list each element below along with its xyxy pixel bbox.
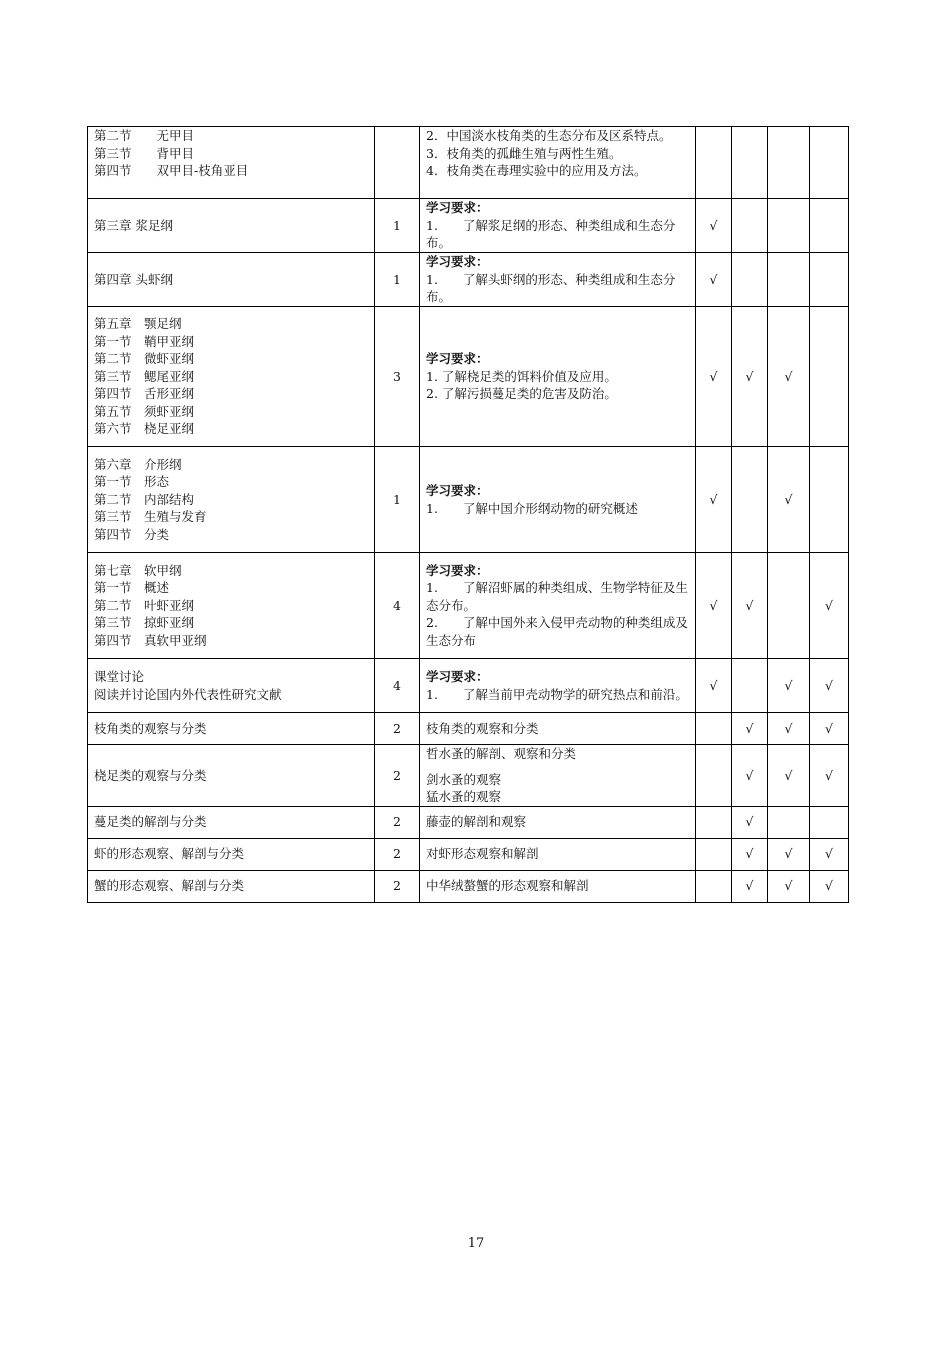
check-mark-cell: √ bbox=[810, 659, 849, 713]
check-mark-cell: √ bbox=[696, 307, 732, 447]
requirements-cell bbox=[420, 553, 696, 659]
requirements-heading: 学习要求： bbox=[426, 669, 489, 684]
requirement-line: 剑水蚤的观察 bbox=[426, 771, 502, 787]
requirements-cell bbox=[420, 447, 696, 553]
table-row bbox=[88, 870, 849, 902]
topic-line: 虾的形态观察、解剖与分类 bbox=[94, 846, 245, 862]
check-mark-cell: √ bbox=[768, 838, 810, 870]
topic-line: 蟹的形态观察、解剖与分类 bbox=[94, 878, 245, 894]
check-mark-cell: √ bbox=[696, 659, 732, 713]
table-row bbox=[88, 447, 849, 553]
requirement-line: 2. 了解污损蔓足类的危害及防治。 bbox=[426, 386, 617, 402]
table-row bbox=[88, 253, 849, 307]
check-mark-cell: √ bbox=[810, 870, 849, 902]
topic-line: 第七章 软甲纲 bbox=[94, 562, 182, 578]
check-mark-cell bbox=[696, 745, 732, 807]
hours-cell: 2 bbox=[375, 745, 420, 807]
topic-line: 第一节 鞘甲亚纲 bbox=[94, 333, 195, 349]
topic-cell bbox=[88, 307, 375, 447]
topic-line: 第四章 头虾纲 bbox=[94, 271, 173, 287]
hours-cell: 1 bbox=[375, 447, 420, 553]
topic-line: 第四节 舌形亚纲 bbox=[94, 386, 195, 402]
check-mark-cell: √ bbox=[732, 745, 768, 807]
requirements-cell bbox=[420, 806, 696, 838]
topic-cell bbox=[88, 553, 375, 659]
hours-cell: 3 bbox=[375, 307, 420, 447]
topic-line: 第五章 颚足纲 bbox=[94, 316, 182, 332]
check-mark-cell bbox=[732, 659, 768, 713]
check-mark-cell bbox=[696, 870, 732, 902]
requirements-heading: 学习要求： bbox=[426, 254, 489, 270]
requirements-cell bbox=[420, 199, 696, 253]
check-mark-cell bbox=[768, 199, 810, 253]
check-mark-cell: √ bbox=[732, 553, 768, 659]
topic-cell bbox=[88, 806, 375, 838]
requirements-cell bbox=[420, 253, 696, 307]
check-mark-cell bbox=[768, 806, 810, 838]
syllabus-table bbox=[87, 126, 849, 903]
topic-line: 第三节 掠虾亚纲 bbox=[94, 615, 195, 631]
check-mark-cell bbox=[732, 127, 768, 199]
requirement-line: 1. 了解头虾纲的形态、种类组成和生态分布。 bbox=[426, 271, 676, 305]
topic-line: 第四节 分类 bbox=[94, 526, 170, 542]
requirements-heading: 学习要求： bbox=[426, 351, 489, 367]
topic-line: 第五节 须虾亚纲 bbox=[94, 403, 195, 419]
requirement-line: 藤壶的解剖和观察 bbox=[426, 814, 527, 830]
check-mark-cell: √ bbox=[768, 745, 810, 807]
topic-line: 课堂讨论 bbox=[94, 669, 145, 684]
topic-line: 第一节 形态 bbox=[94, 474, 170, 490]
check-mark-cell: √ bbox=[732, 870, 768, 902]
check-mark-cell: √ bbox=[768, 870, 810, 902]
topic-line: 第六章 介形纲 bbox=[94, 456, 182, 472]
check-mark-cell: √ bbox=[768, 307, 810, 447]
check-mark-cell bbox=[810, 127, 849, 199]
requirement-line: 1. 了解沼虾属的种类组成、生物学特征及生态分布。 bbox=[426, 580, 688, 613]
hours-cell: 1 bbox=[375, 199, 420, 253]
requirements-cell bbox=[420, 713, 696, 745]
table-row bbox=[88, 127, 849, 199]
check-mark-cell bbox=[768, 553, 810, 659]
requirement-line: 哲水蚤的解剖、观察和分类 bbox=[426, 746, 577, 761]
requirement-line: 1. 了解浆足纲的形态、种类组成和生态分布。 bbox=[426, 217, 676, 251]
check-mark-cell: √ bbox=[768, 447, 810, 553]
requirement-line: 中华绒螯蟹的形态观察和解剖 bbox=[426, 878, 589, 894]
topic-line: 第一节 概述 bbox=[94, 580, 170, 596]
topic-cell bbox=[88, 659, 375, 713]
topic-line: 第三节 生殖与发育 bbox=[94, 509, 207, 525]
check-mark-cell: √ bbox=[696, 199, 732, 253]
check-mark-cell bbox=[732, 253, 768, 307]
table-row bbox=[88, 838, 849, 870]
table-row bbox=[88, 659, 849, 713]
topic-line: 桡足类的观察与分类 bbox=[94, 767, 207, 783]
topic-line: 第二节 内部结构 bbox=[94, 491, 195, 507]
table-row bbox=[88, 713, 849, 745]
topic-cell bbox=[88, 745, 375, 807]
topic-cell bbox=[88, 127, 375, 199]
requirements-cell bbox=[420, 659, 696, 713]
requirement-line: 猛水蚤的观察 bbox=[426, 789, 502, 804]
table-row bbox=[88, 745, 849, 807]
hours-cell: 2 bbox=[375, 870, 420, 902]
topic-line: 第四节 双甲目-枝角亚目 bbox=[94, 163, 249, 178]
requirements-cell bbox=[420, 870, 696, 902]
requirements-cell bbox=[420, 127, 696, 199]
table-row bbox=[88, 806, 849, 838]
hours-cell: 2 bbox=[375, 713, 420, 745]
topic-line: 枝角类的观察与分类 bbox=[94, 720, 207, 736]
requirements-cell bbox=[420, 838, 696, 870]
topic-line: 第二节 叶虾亚纲 bbox=[94, 597, 195, 613]
page-number: 17 bbox=[467, 1236, 485, 1251]
check-mark-cell bbox=[768, 253, 810, 307]
requirement-line: 3．枝角类的孤雌生殖与两性生殖。 bbox=[426, 145, 622, 161]
requirement-line: 4．枝角类在毒理实验中的应用及方法。 bbox=[426, 163, 647, 178]
check-mark-cell bbox=[810, 447, 849, 553]
topic-line: 第二节 微虾亚纲 bbox=[94, 351, 195, 367]
check-mark-cell: √ bbox=[732, 838, 768, 870]
hours-cell: 4 bbox=[375, 659, 420, 713]
check-mark-cell bbox=[810, 253, 849, 307]
topic-cell bbox=[88, 713, 375, 745]
check-mark-cell: √ bbox=[810, 713, 849, 745]
check-mark-cell: √ bbox=[732, 307, 768, 447]
requirements-heading: 学习要求： bbox=[426, 562, 489, 578]
hours-cell: 4 bbox=[375, 553, 420, 659]
hours-cell bbox=[375, 127, 420, 199]
requirements-cell bbox=[420, 745, 696, 807]
table-row bbox=[88, 553, 849, 659]
check-mark-cell bbox=[810, 199, 849, 253]
check-mark-cell: √ bbox=[810, 553, 849, 659]
requirement-line: 2．中国淡水枝角类的生态分布及区系特点。 bbox=[426, 128, 672, 143]
check-mark-cell: √ bbox=[810, 838, 849, 870]
check-mark-cell: √ bbox=[732, 806, 768, 838]
topic-line: 第三节 鳃尾亚纲 bbox=[94, 368, 195, 384]
check-mark-cell bbox=[810, 806, 849, 838]
requirements-heading: 学习要求： bbox=[426, 483, 489, 498]
check-mark-cell: √ bbox=[696, 447, 732, 553]
check-mark-cell bbox=[696, 127, 732, 199]
requirements-heading: 学习要求： bbox=[426, 200, 489, 216]
hours-cell: 1 bbox=[375, 253, 420, 307]
requirement-line: 对虾形态观察和解剖 bbox=[426, 846, 539, 862]
check-mark-cell: √ bbox=[810, 745, 849, 807]
requirement-line: 1. 了解桡足类的饵料价值及应用。 bbox=[426, 368, 617, 384]
topic-cell bbox=[88, 447, 375, 553]
hours-cell: 2 bbox=[375, 806, 420, 838]
topic-cell bbox=[88, 870, 375, 902]
requirement-line: 1. 了解中国介形纲动物的研究概述 bbox=[426, 500, 638, 516]
requirements-cell bbox=[420, 307, 696, 447]
check-mark-cell bbox=[810, 307, 849, 447]
check-mark-cell bbox=[732, 447, 768, 553]
check-mark-cell: √ bbox=[732, 713, 768, 745]
topic-line: 第三节 背甲目 bbox=[94, 145, 195, 161]
check-mark-cell: √ bbox=[696, 253, 732, 307]
check-mark-cell bbox=[768, 127, 810, 199]
topic-line: 第六节 桡足亚纲 bbox=[94, 421, 195, 437]
topic-cell bbox=[88, 253, 375, 307]
check-mark-cell bbox=[696, 838, 732, 870]
hours-cell: 2 bbox=[375, 838, 420, 870]
requirement-line: 1. 了解当前甲壳动物学的研究热点和前沿。 bbox=[426, 686, 688, 702]
line-gap bbox=[426, 763, 689, 771]
topic-line: 蔓足类的解剖与分类 bbox=[94, 814, 207, 830]
check-mark-cell: √ bbox=[768, 713, 810, 745]
requirement-line: 枝角类的观察和分类 bbox=[426, 720, 539, 736]
check-mark-cell: √ bbox=[696, 553, 732, 659]
check-mark-cell: √ bbox=[768, 659, 810, 713]
table-row bbox=[88, 307, 849, 447]
topic-line: 第三章 浆足纲 bbox=[94, 217, 173, 233]
topic-cell bbox=[88, 838, 375, 870]
check-mark-cell bbox=[696, 806, 732, 838]
check-mark-cell bbox=[696, 713, 732, 745]
topic-cell bbox=[88, 199, 375, 253]
table-row bbox=[88, 199, 849, 253]
check-mark-cell bbox=[732, 199, 768, 253]
topic-line: 第二节 无甲目 bbox=[94, 128, 195, 143]
requirement-line: 2. 了解中国外来入侵甲壳动物的种类组成及生态分布 bbox=[426, 615, 688, 648]
topic-line: 第四节 真软甲亚纲 bbox=[94, 632, 207, 648]
topic-line: 阅读并讨论国内外代表性研究文献 bbox=[94, 686, 282, 702]
